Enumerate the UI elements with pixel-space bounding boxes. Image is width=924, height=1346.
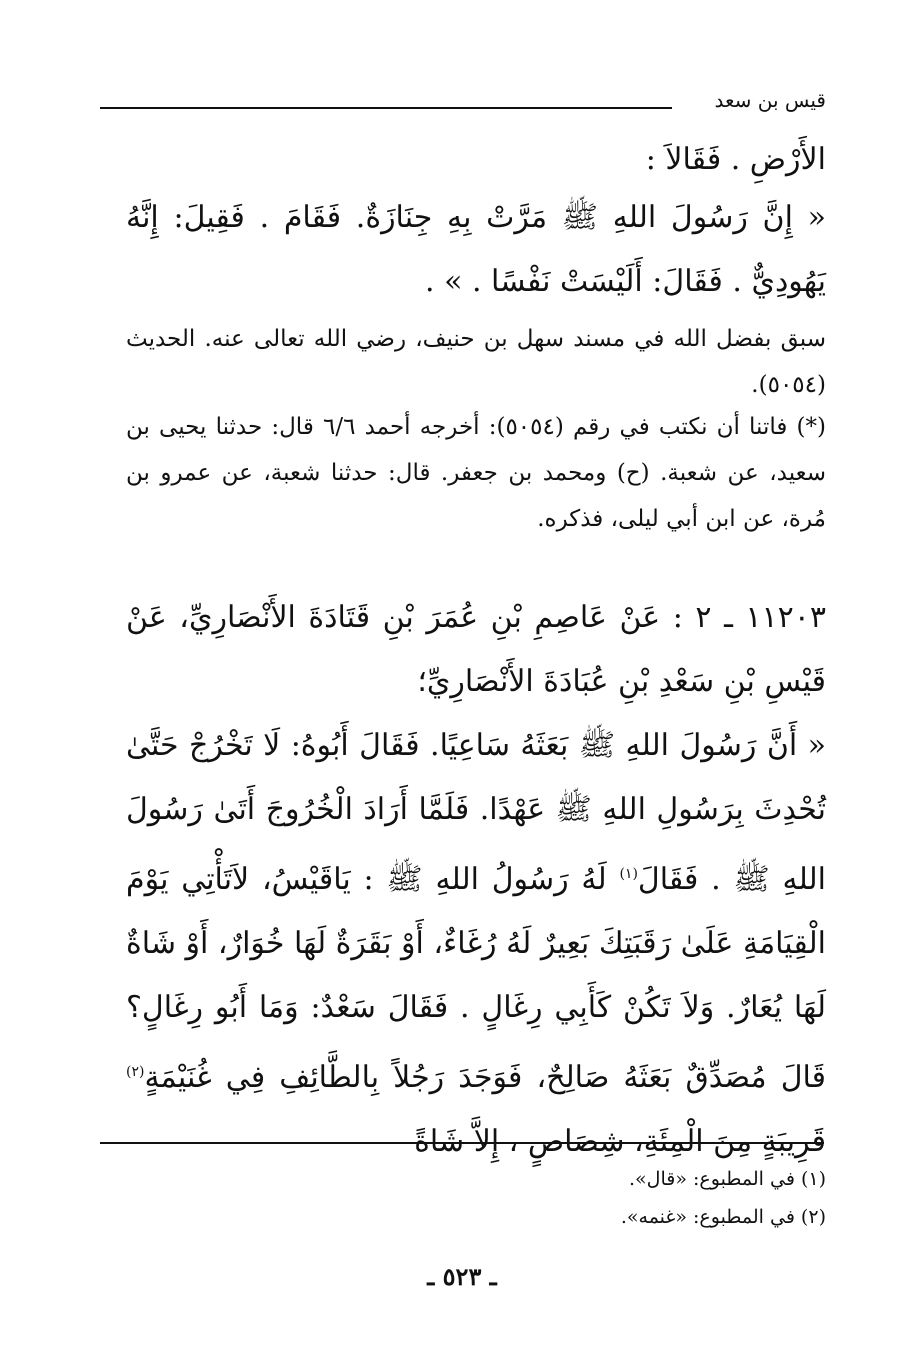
hadith-matn-part-a: « أَنَّ رَسُولَ اللهِ ﷺ بَعَثَهُ سَاعِيًا. فَقَالَ أَبُوهُ: لَا تَخْرُجْ حَتَّىٰ تُحْدِثَ بِرَسُولِ اللهِ ﷺ عَهْدًا. فَلَمَّا أَرَادَ الْخُرُوجَ أَتَىٰ رَسُولَ اللهِ ﷺ . فَقَالَ xyxy=(126,728,826,897)
hadith-matn-part-b: لَهُ رَسُولُ اللهِ ﷺ : يَاقَيْسُ، لاَتَأْتِي يَوْمَ الْقِيَامَةِ عَلَىٰ رَقَبَتِكَ بَعِيرٌ لَهُ رُغَاءٌ، أَوْ بَقَرَةٌ لَهَا خُوَارٌ، أَوْ شَاةٌ لَهَا يُعَارٌ. وَلاَ تَكُنْ كَأَبِي رِغَالٍ . فَقَالَ سَعْدٌ: وَمَا أَبُو رِغَالٍ؟ قَالَ مُصَدِّقٌ بَعَثَهُ صَالِحٌ، فَوَجَدَ رَجُلاً بِالطَّائِفِ فِي غُنَيْمَةٍ xyxy=(126,862,826,1095)
footnote-marker-2: (٢) xyxy=(126,1064,145,1080)
note-previous: سبق بفضل الله في مسند سهل بن حنيف، رضي الله تعالى عنه. الحديث (٥٠٥٤). xyxy=(126,326,826,398)
footnotes xyxy=(126,1160,826,1236)
header-rule xyxy=(100,107,672,109)
page-number: ـ ٥٢٣ ـ xyxy=(427,1262,497,1291)
running-header xyxy=(100,88,826,118)
continuation-line: الأَرْضِ . فَقَالاَ : xyxy=(645,142,826,177)
footnote-marker-1: (١) xyxy=(619,866,638,882)
footnote-2: (٢) في المطبوع: «غنمه». xyxy=(620,1206,826,1228)
asterisk-note: (*) فاتنا أن نكتب في رقم (٥٠٥٤): أخرجه أحمد ٦/٦ قال: حدثنا يحيى بن سعيد، عن شعبة. (ح) ومحمد بن جعفر. قال: حدثنا شعبة، عن عمرو بن مُرة، عن ابن أبي ليلى، فذكره. xyxy=(126,414,826,532)
footnote-1: (١) في المطبوع: «قال». xyxy=(629,1168,826,1190)
header-title: قيس بن سعد xyxy=(714,88,826,112)
continuation-hadith: « إِنَّ رَسُولَ اللهِ ﷺ مَرَّتْ بِهِ جِنَازَةٌ. فَقَامَ . فَقِيلَ: إِنَّهُ يَهُودِيٌّ . فَقَالَ: أَلَيْسَتْ نَفْسًا . » . xyxy=(126,200,826,299)
hadith-isnad: ١١٢٠٣ ـ ٢ : عَنْ عَاصِمِ بْنِ عُمَرَ بْنِ قَتَادَةَ الأَنْصَارِيِّ، عَنْ قَيْسِ بْنِ سَعْدِ بْنِ عُبَادَةَ الأَنْصَارِيِّ؛ xyxy=(126,600,826,699)
hadith-matn xyxy=(126,714,826,1174)
hadith-matn-part-c: قَرِيبَةٍ مِنَ الْمِئَةِ، شِصَاصٍ ، إِلاَّ شَاةً xyxy=(414,1124,826,1159)
footnote-rule xyxy=(100,1142,824,1144)
